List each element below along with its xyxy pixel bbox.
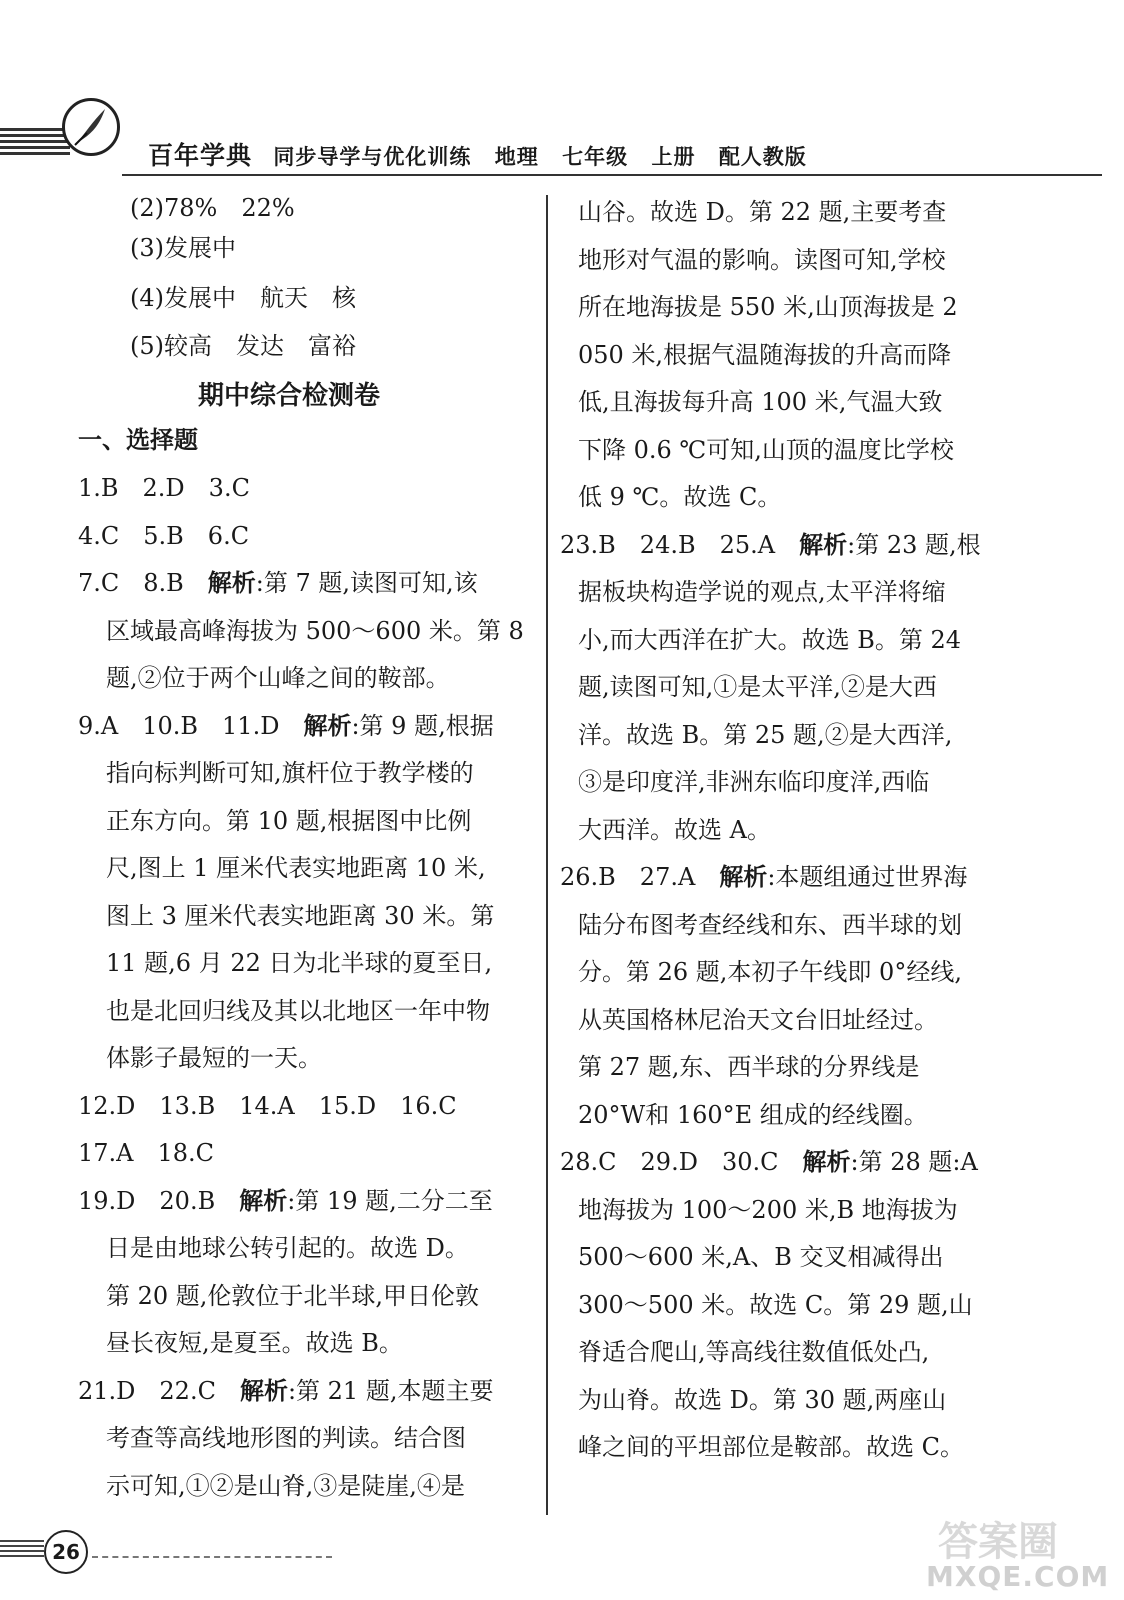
analysis-label: 解析	[239, 1186, 288, 1215]
answer-line: 题,②位于两个山峰之间的鞍部。	[106, 664, 450, 692]
answer-line: 地海拔为 100～200 米,B 地海拔为	[578, 1195, 958, 1224]
watermark	[918, 1510, 1118, 1594]
answer-line: 300～500 米。故选 C。第 29 题,山	[578, 1290, 973, 1319]
answer-line: 地形对气温的影响。读图可知,学校	[578, 245, 946, 274]
header-series: 同步导学与优化训练	[273, 145, 472, 169]
answer-line: 第 20 题,伦敦位于北半球,甲日伦敦	[106, 1281, 480, 1310]
header-title	[148, 136, 821, 172]
watermark-seal: 答案圈	[938, 1519, 1058, 1565]
analysis-label: 解析	[719, 863, 768, 891]
answer-line: 正东方向。第 10 题,根据图中比例	[106, 806, 472, 835]
header-rule	[122, 174, 1102, 176]
answer-line: 低,且海拔每升高 100 米,气温大致	[578, 388, 943, 416]
answer-line: 从英国格林尼治天文台旧址经过。	[578, 1005, 938, 1034]
answer-line: 第 27 题,东、西半球的分界线是	[578, 1053, 920, 1081]
analysis-text: :第 9 题,根据	[351, 711, 494, 740]
answer-line: 4.C 5.B 6.C	[78, 521, 250, 550]
header-grade: 七年级	[562, 145, 629, 169]
answer-line: 12.D 13.B 14.A 15.D 16.C	[78, 1091, 457, 1120]
analysis-text: :第 21 题,本题主要	[287, 1376, 494, 1405]
header-brand: 百年学典	[148, 141, 253, 170]
analysis-text: :第 28 题:A	[850, 1148, 978, 1176]
header-edition: 配人教版	[718, 145, 807, 169]
answer-line: 17.A 18.C	[78, 1139, 215, 1167]
answer-choices: 23.B 24.B 25.A	[560, 530, 800, 559]
answer-choices: 7.C 8.B	[78, 569, 208, 597]
answer-line: 下降 0.6 ℃可知,山顶的温度比学校	[578, 435, 954, 464]
answer-line: 脊适合爬山,等高线往数值低处凸,	[578, 1338, 930, 1366]
answer-line: 据板块构造学说的观点,太平洋将缩	[578, 578, 946, 606]
analysis-label: 解析	[207, 569, 256, 597]
answer-line: 体影子最短的一天。	[106, 1044, 322, 1072]
answer-line: 日是由地球公转引起的。故选 D。	[106, 1234, 469, 1262]
answer-line	[560, 529, 981, 561]
answer-line: 图上 3 厘米代表实地距离 30 米。第	[106, 901, 495, 930]
analysis-label: 解析	[303, 711, 352, 740]
answer-line: 500～600 米,A、B 交叉相减得出	[578, 1243, 944, 1271]
answer-line	[78, 1375, 493, 1407]
answer-choices: 9.A 10.B 11.D	[78, 711, 304, 740]
analysis-text: :本题组通过世界海	[767, 863, 968, 891]
section-heading: 一、选择题	[78, 426, 198, 454]
answer-line	[78, 567, 478, 599]
answer-line: 山谷。故选 D。第 22 题,主要考查	[578, 198, 947, 226]
answer-line: 昼长夜短,是夏至。故选 B。	[106, 1329, 403, 1357]
answer-line	[78, 1185, 493, 1217]
answer-line: ③是印度洋,非洲东临印度洋,西临	[578, 768, 930, 796]
analysis-text: :第 19 题,二分二至	[287, 1186, 493, 1215]
answer-line: 洋。故选 B。第 25 题,②是大西洋,	[578, 720, 953, 749]
answer-line: (4)发展中 航天 核	[130, 284, 356, 312]
answer-choices: 28.C 29.D 30.C	[560, 1148, 803, 1176]
answer-line: 陆分布图考查经线和东、西半球的划	[578, 910, 962, 939]
page-header	[0, 88, 1124, 188]
answer-choices: 26.B 27.A	[560, 863, 720, 891]
answer-line: 1.B 2.D 3.C	[78, 474, 250, 502]
answer-line: 为山脊。故选 D。第 30 题,两座山	[578, 1385, 947, 1414]
analysis-text: :第 7 题,读图可知,该	[255, 569, 478, 597]
watermark-site: MXQE.COM	[926, 1560, 1110, 1593]
analysis-label: 解析	[239, 1376, 288, 1405]
answer-line: (2)78% 22%	[130, 194, 295, 222]
analysis-text: :第 23 题,根	[847, 530, 981, 559]
answer-line: 大西洋。故选 A。	[578, 815, 771, 844]
answer-line: 峰之间的平坦部位是鞍部。故选 C。	[578, 1433, 964, 1461]
answer-line	[560, 1146, 978, 1178]
answer-line	[560, 861, 967, 893]
answer-line: 低 9 ℃。故选 C。	[578, 483, 782, 511]
answer-line	[78, 710, 494, 742]
answer-line: (3)发展中	[130, 234, 236, 262]
answer-line: 小,而大西洋在扩大。故选 B。第 24	[578, 625, 962, 654]
answer-line: 20°W和 160°E 组成的经线圈。	[578, 1100, 928, 1129]
answer-line: 所在地海拔是 550 米,山顶海拔是 2	[578, 293, 958, 321]
exam-title: 期中综合检测卷	[198, 381, 381, 411]
answer-line: 分。第 26 题,本初子午线即 0°经线,	[578, 958, 962, 986]
answer-line: 050 米,根据气温随海拔的升高而降	[578, 340, 952, 369]
page-number: 26	[44, 1530, 88, 1574]
header-subject: 地理	[494, 145, 539, 169]
answer-line: 示可知,①②是山脊,③是陡崖,④是	[106, 1471, 465, 1500]
column-divider	[546, 195, 548, 1515]
answer-line: 题,读图可知,①是太平洋,②是大西	[578, 673, 937, 701]
header-stripes-decoration	[0, 128, 70, 156]
answer-line: 尺,图上 1 厘米代表实地距离 10 米,	[106, 854, 486, 882]
answer-choices: 21.D 22.C	[78, 1376, 240, 1405]
footer-stripes-decoration	[0, 1540, 44, 1558]
answer-line: 也是北回归线及其以北地区一年中物	[106, 996, 490, 1025]
header-volume: 上册	[651, 145, 696, 169]
footer-dashed-rule	[92, 1556, 332, 1558]
answer-line: (5)较高 发达 富裕	[130, 332, 356, 360]
answer-line: 11 题,6 月 22 日为北半球的夏至日,	[106, 949, 493, 977]
answer-line: 考查等高线地形图的判读。结合图	[106, 1424, 466, 1452]
analysis-label: 解析	[799, 530, 848, 559]
feather-logo-icon	[62, 98, 120, 156]
answer-line: 指向标判断可知,旗杆位于教学楼的	[106, 759, 474, 787]
answer-line: 区域最高峰海拔为 500～600 米。第 8	[106, 616, 524, 645]
answer-choices: 19.D 20.B	[78, 1186, 240, 1215]
analysis-label: 解析	[802, 1148, 851, 1176]
